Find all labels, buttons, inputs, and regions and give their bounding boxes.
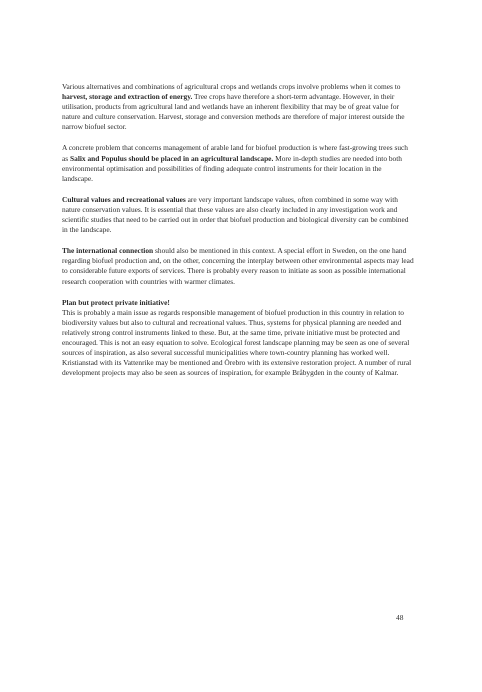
section-heading: Plan but protect private initiative! — [62, 297, 170, 307]
paragraph-text: More in-depth studies are needed into both environmental optimisation and possibilities of finding adequate control instruments for their location in the landscape. — [62, 153, 402, 183]
paragraph-text: Tree crops have therefore a short-term advantage. However, in their utilisation, products from agricultural land and wetlands have an inherent flexibility that may be of great value for nature and culture conservation. Harvest, storage and conversion methods are therefore of major interest outside the narrow biofuel sector. — [62, 92, 405, 132]
paragraph-text: This is probably a main issue as regards responsible management of biofuel production in this country in relation to biodiversity values but also to cultural and recreational values. Thus, systems for physical planning are needed and relatively strong control instruments linked to these. But, at the same time, private initiative must be protected and encouraged. This is not an easy equation to solve. Ecological forest landscape planning may be seen as one of several sources of inspiration, as also several successful municipalities where town-country planning has worked well. Kristianstad with its Vattenrike may be mentioned and Örebro with its extensive restoration project. A number of rural development projects may also be seen as sources of inspiration, for example Bråbygden in the county of Kalmar. — [62, 307, 412, 378]
emphasis-text: Cultural values and recreational values — [62, 194, 186, 204]
paragraph-cultural-values — [62, 195, 414, 235]
paragraph-harvest-storage — [62, 82, 414, 132]
emphasis-text: The international connection — [62, 246, 154, 256]
emphasis-text: Salix and Populus should be placed in an agricultural landscape. — [70, 153, 274, 163]
paragraph-tree-placement — [62, 143, 414, 183]
paragraph-international-connection — [62, 246, 414, 286]
paragraph-private-initiative — [62, 298, 414, 379]
document-body — [62, 82, 414, 378]
paragraph-text: are very important landscape values, often combined in some way with nature conservation values. It is essential that these values are also clearly included in any investigation work and scientific studies that need to be carried out in order that biofuel production and biological diversity can be combined in the landscape. — [62, 194, 409, 235]
page-number: 48 — [396, 613, 404, 622]
paragraph-text: A concrete problem that concerns management of arable land for biofuel production is where fast-growing trees such as — [62, 143, 409, 163]
paragraph-text: Various alternatives and combinations of agricultural crops and wetlands crops involve problems when it comes to — [62, 82, 401, 91]
emphasis-text: harvest, storage and extraction of energy. — [62, 92, 193, 102]
paragraph-text: should also be mentioned in this context. A special effort in Sweden, on the one hand regarding biofuel production and, on the other, concerning the interplay between other environmental aspects may lead to considerable future exports of services. There is probably every reason to initiate as soon as possible international research cooperation with countries with warmer climates. — [62, 246, 414, 286]
